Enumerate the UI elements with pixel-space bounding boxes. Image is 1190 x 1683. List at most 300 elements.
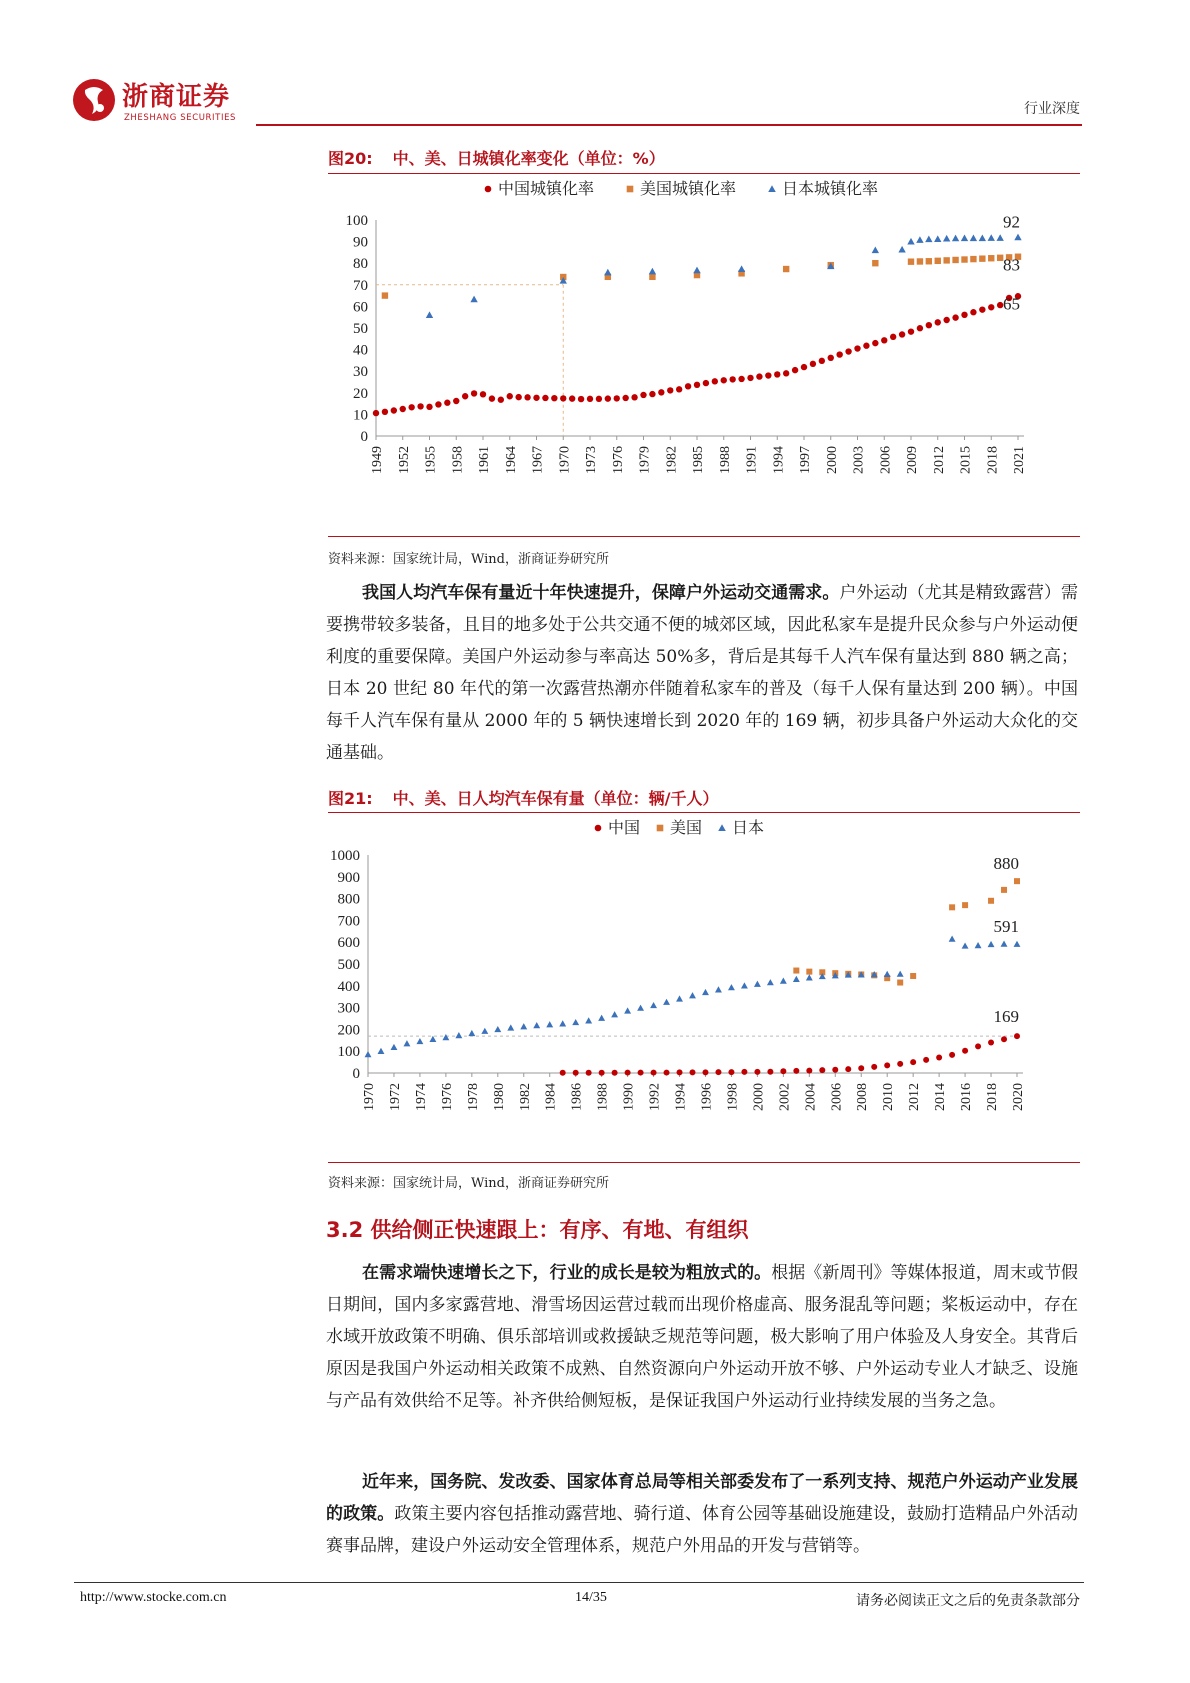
data-point-series-2 (926, 258, 932, 264)
data-point-series-3 (1014, 234, 1021, 241)
data-point-series-1 (391, 407, 397, 413)
data-point-series-3 (391, 1044, 398, 1050)
x-tick-label: 2012 (907, 1083, 923, 1111)
data-point-series-3 (416, 1038, 423, 1044)
data-point-series-1 (651, 1070, 657, 1076)
data-point-series-3 (611, 1011, 618, 1017)
data-point-series-1 (649, 391, 655, 397)
data-point-series-3 (916, 236, 923, 243)
data-point-series-1 (810, 361, 816, 367)
data-label: 880 (993, 854, 1019, 874)
data-point-series-1 (631, 394, 637, 400)
legend-marker-1 (485, 186, 492, 193)
x-tick-label: 1978 (465, 1083, 481, 1111)
x-tick-label: 1988 (595, 1083, 611, 1111)
data-point-series-3 (754, 981, 761, 987)
data-point-series-3 (793, 976, 800, 982)
paragraph-car-ownership-lead: 我国人均汽车保有量近十年快速提升，保障户外运动交通需求。 (362, 583, 840, 603)
data-point-series-2 (872, 260, 878, 266)
figure20-source: 资料来源：国家统计局，Wind，浙商证券研究所 (328, 552, 609, 567)
data-point-series-1 (872, 340, 878, 346)
x-tick-label: 2020 (1011, 1083, 1026, 1111)
data-point-series-3 (715, 986, 722, 992)
data-point-series-3 (952, 235, 959, 242)
data-point-series-1 (845, 1066, 851, 1072)
y-tick-label: 100 (337, 1044, 360, 1061)
x-tick-label: 2000 (824, 446, 840, 474)
data-point-series-2 (806, 969, 812, 975)
x-tick-label: 1970 (557, 446, 573, 474)
x-tick-label: 1972 (387, 1083, 403, 1111)
data-point-series-1 (910, 1059, 916, 1065)
data-point-series-1 (949, 1052, 955, 1058)
x-tick-label: 1973 (584, 446, 599, 474)
data-label: 83 (1003, 255, 1020, 275)
data-point-series-1 (715, 1069, 721, 1075)
data-point-series-3 (702, 989, 709, 995)
data-point-series-3 (962, 942, 969, 948)
figure21-bottom-rule (328, 1162, 1080, 1163)
data-point-series-1 (858, 1065, 864, 1071)
data-point-series-3 (429, 1036, 436, 1042)
data-point-series-1 (586, 1070, 592, 1076)
brand-name: 浙商证券 (122, 82, 231, 112)
data-point-series-3 (572, 1019, 579, 1025)
data-point-series-3 (468, 1030, 475, 1036)
data-point-series-2 (1001, 887, 1007, 893)
figure21-title-text: 中、美、日人均汽车保有量（单位：辆/千人） (392, 789, 719, 808)
data-point-series-1 (908, 328, 914, 334)
document-type-label: 行业深度 (1024, 101, 1080, 117)
x-tick-label: 2021 (1012, 446, 1027, 474)
data-point-series-1 (453, 398, 459, 404)
data-point-series-1 (1001, 1036, 1007, 1042)
data-point-series-3 (975, 942, 982, 948)
paragraph-supply-side (326, 1257, 1078, 1417)
data-point-series-1 (767, 1069, 773, 1075)
data-point-series-1 (640, 392, 646, 398)
figure20-title-text: 中、美、日城镇化率变化（单位：%） (392, 149, 665, 168)
data-point-series-1 (515, 394, 521, 400)
data-point-series-1 (783, 370, 789, 376)
data-point-series-1 (596, 396, 602, 402)
data-point-series-1 (664, 1070, 670, 1076)
x-tick-label: 2015 (958, 446, 974, 474)
data-point-series-1 (935, 319, 941, 325)
data-point-series-1 (754, 1069, 760, 1075)
x-tick-label: 1985 (691, 446, 706, 474)
x-tick-label: 1976 (439, 1083, 455, 1111)
urbanization-chart (328, 180, 1080, 530)
data-point-series-3 (780, 978, 787, 984)
data-point-series-1 (625, 1070, 631, 1076)
data-point-series-3 (442, 1034, 449, 1040)
data-point-series-1 (936, 1055, 942, 1061)
x-tick-label: 1992 (647, 1083, 663, 1111)
data-point-series-1 (542, 395, 548, 401)
y-tick-label: 40 (353, 342, 368, 359)
data-point-series-1 (884, 1062, 890, 1068)
data-point-series-1 (560, 1070, 566, 1076)
data-point-series-2 (917, 258, 923, 264)
figure21-top-rule (328, 812, 1080, 813)
data-point-series-1 (780, 1068, 786, 1074)
data-point-series-1 (444, 400, 450, 406)
x-tick-label: 2006 (878, 446, 894, 474)
x-tick-label: 1967 (530, 446, 546, 474)
x-tick-label: 1997 (798, 446, 813, 474)
x-tick-label: 2010 (881, 1083, 897, 1111)
data-point-series-1 (988, 1039, 994, 1045)
data-point-series-1 (747, 375, 753, 381)
data-point-series-3 (494, 1026, 501, 1032)
y-tick-label: 400 (337, 978, 360, 995)
data-point-series-2 (970, 256, 976, 262)
x-tick-label: 1980 (491, 1083, 507, 1111)
data-label: 591 (993, 917, 1019, 937)
y-tick-label: 0 (360, 429, 368, 445)
data-point-series-1 (899, 331, 905, 337)
data-point-series-1 (871, 1064, 877, 1070)
figure20-top-rule (328, 173, 1080, 174)
x-tick-label: 1979 (637, 446, 653, 474)
figure21-title (328, 786, 1080, 809)
x-tick-label: 1991 (744, 446, 760, 474)
y-tick-label: 80 (353, 256, 368, 273)
legend-marker-2 (657, 825, 664, 832)
data-point-series-3 (585, 1017, 592, 1023)
legend-label-3: 日本 (732, 820, 765, 837)
data-point-series-3 (693, 267, 700, 274)
data-point-series-3 (663, 999, 670, 1005)
data-point-series-1 (819, 1067, 825, 1073)
data-point-series-3 (624, 1007, 631, 1013)
data-point-series-1 (382, 409, 388, 415)
data-point-series-1 (975, 1043, 981, 1049)
x-tick-label: 1998 (725, 1083, 741, 1111)
data-point-series-1 (806, 1068, 812, 1074)
footer-divider (74, 1582, 1084, 1583)
data-point-series-3 (988, 234, 995, 241)
data-point-series-2 (962, 902, 968, 908)
data-point-series-2 (952, 257, 958, 263)
paragraph-policy-lead: 近年来，国务院、发改委、国家体育总局等相关部委发布了一系列支持、规范户外运动产业发展的政策。 (326, 1472, 1078, 1524)
data-point-series-3 (996, 234, 1003, 241)
data-point-series-1 (605, 395, 611, 401)
legend-label-1: 中国 (608, 820, 641, 837)
data-point-series-2 (897, 980, 903, 986)
x-tick-label: 2012 (931, 446, 947, 474)
x-tick-label: 1955 (423, 446, 439, 474)
data-point-series-3 (970, 234, 977, 241)
data-point-series-3 (988, 941, 995, 947)
y-tick-label: 0 (352, 1066, 360, 1082)
data-point-series-1 (573, 1070, 579, 1076)
y-tick-label: 100 (345, 213, 368, 229)
data-point-series-2 (908, 258, 914, 264)
x-tick-label: 1964 (503, 446, 519, 474)
y-tick-label: 30 (353, 364, 368, 381)
legend-label-2: 美国 (670, 820, 703, 837)
data-point-series-1 (728, 1069, 734, 1075)
data-point-series-1 (426, 404, 432, 410)
data-point-series-3 (979, 234, 986, 241)
data-point-series-3 (676, 995, 683, 1001)
data-point-series-1 (435, 401, 441, 407)
data-point-series-1 (560, 395, 566, 401)
x-tick-label: 1961 (477, 446, 492, 474)
data-point-series-3 (533, 1022, 540, 1028)
data-point-series-2 (988, 255, 994, 261)
figure20-title (328, 146, 1080, 169)
brand-name-en: ZHESHANG SECURITIES (124, 113, 237, 123)
data-point-series-3 (649, 268, 656, 275)
data-point-series-2 (793, 968, 799, 974)
data-point-series-3 (481, 1028, 488, 1034)
data-point-series-3 (604, 269, 611, 276)
data-point-series-3 (1014, 941, 1021, 947)
data-point-series-1 (551, 395, 557, 401)
data-point-series-3 (455, 1032, 462, 1038)
figure21-number: 图21: (328, 789, 373, 808)
data-point-series-1 (801, 364, 807, 370)
data-point-series-1 (614, 395, 620, 401)
legend-marker-1 (595, 825, 602, 832)
paragraph-supply-side-lead: 在需求端快速增长之下，行业的成长是较为粗放式的。 (362, 1263, 772, 1283)
data-point-series-1 (792, 367, 798, 373)
data-point-series-1 (962, 1048, 968, 1054)
x-tick-label: 2000 (751, 1083, 767, 1111)
data-point-series-1 (738, 376, 744, 382)
data-point-series-3 (378, 1048, 385, 1054)
data-point-series-3 (898, 246, 905, 253)
x-tick-label: 1986 (569, 1083, 585, 1111)
data-point-series-1 (729, 376, 735, 382)
y-tick-label: 50 (353, 321, 368, 337)
legend-marker-2 (627, 186, 634, 193)
data-point-series-3 (738, 265, 745, 272)
x-tick-label: 2002 (777, 1083, 793, 1111)
data-point-series-2 (783, 266, 789, 272)
data-point-series-1 (926, 322, 932, 328)
data-point-series-1 (774, 371, 780, 377)
x-tick-label: 1990 (621, 1083, 637, 1111)
paragraph-policy (326, 1466, 1078, 1562)
data-point-series-2 (961, 256, 967, 262)
data-label: 92 (1003, 212, 1020, 232)
data-point-series-1 (793, 1068, 799, 1074)
data-point-series-1 (462, 393, 468, 399)
data-point-series-1 (489, 395, 495, 401)
x-tick-label: 1996 (699, 1083, 715, 1111)
data-point-series-2 (649, 274, 655, 280)
y-tick-label: 300 (337, 1000, 360, 1017)
y-tick-label: 1000 (330, 848, 360, 864)
y-tick-label: 900 (337, 869, 360, 886)
x-tick-label: 1970 (362, 1083, 377, 1111)
data-point-series-1 (702, 1069, 708, 1075)
data-point-series-2 (382, 292, 388, 298)
data-point-series-1 (819, 358, 825, 364)
data-point-series-3 (598, 1015, 605, 1021)
data-point-series-3 (934, 235, 941, 242)
legend-label-3: 日本城镇化率 (782, 181, 879, 198)
data-point-series-2 (910, 973, 916, 979)
paragraph-policy-body: 政策主要内容包括推动露营地、骑行道、体育公园等基础设施建设，鼓励打造精品户外活动赛事品牌，建设户外运动安全管理体系，规范户外用品的开发与营销等。 (326, 1504, 1079, 1556)
data-point-series-2 (988, 898, 994, 904)
x-tick-label: 2014 (933, 1083, 949, 1111)
data-point-series-1 (832, 1067, 838, 1073)
data-point-series-1 (471, 390, 477, 396)
y-tick-label: 800 (337, 891, 360, 908)
data-point-series-1 (690, 1069, 696, 1075)
data-point-series-1 (979, 306, 985, 312)
x-tick-label: 1994 (771, 446, 787, 474)
x-tick-label: 1994 (673, 1083, 689, 1111)
legend-label-2: 美国城镇化率 (640, 181, 737, 198)
data-point-series-1 (417, 403, 423, 409)
y-tick-label: 700 (337, 913, 360, 930)
x-tick-label: 2004 (803, 1083, 819, 1111)
data-point-series-3 (546, 1021, 553, 1027)
data-point-series-3 (650, 1002, 657, 1008)
data-point-series-3 (728, 984, 735, 990)
data-point-series-1 (676, 386, 682, 392)
data-point-series-1 (578, 396, 584, 402)
data-point-series-1 (845, 348, 851, 354)
header-divider (256, 124, 1082, 126)
x-tick-label: 1974 (413, 1083, 429, 1111)
data-point-series-3 (365, 1051, 372, 1057)
x-tick-label: 2006 (829, 1083, 845, 1111)
data-point-series-3 (949, 935, 956, 941)
data-point-series-1 (685, 383, 691, 389)
footer-website-link[interactable]: http://www.stocke.com.cn (80, 1590, 227, 1605)
data-point-series-1 (988, 304, 994, 310)
data-point-series-3 (961, 234, 968, 241)
x-tick-label: 1982 (664, 446, 680, 474)
data-label: 65 (1003, 294, 1020, 314)
data-point-series-1 (943, 317, 949, 323)
data-point-series-1 (712, 378, 718, 384)
data-point-series-1 (970, 309, 976, 315)
data-point-series-1 (721, 377, 727, 383)
data-point-series-3 (559, 1020, 566, 1026)
data-point-series-1 (677, 1069, 683, 1075)
footer-disclaimer: 请务必阅读正文之后的免责条款部分 (856, 1593, 1080, 1609)
data-point-series-1 (622, 395, 628, 401)
data-point-series-1 (587, 396, 593, 402)
x-tick-label: 2018 (985, 1083, 1001, 1111)
company-logo-icon (72, 78, 116, 122)
data-point-series-1 (408, 404, 414, 410)
car-ownership-chart (328, 815, 1080, 1155)
data-point-series-1 (890, 334, 896, 340)
data-point-series-1 (897, 1061, 903, 1067)
x-tick-label: 1976 (610, 446, 626, 474)
data-point-series-2 (935, 258, 941, 264)
data-point-series-1 (917, 325, 923, 331)
data-point-series-3 (872, 247, 879, 254)
data-point-series-3 (884, 971, 891, 977)
x-tick-label: 2018 (985, 446, 1001, 474)
y-tick-label: 20 (353, 385, 368, 402)
data-point-series-2 (1014, 878, 1020, 884)
y-tick-label: 600 (337, 935, 360, 952)
x-tick-label: 2016 (959, 1083, 975, 1111)
data-point-series-1 (400, 406, 406, 412)
y-tick-label: 200 (337, 1022, 360, 1039)
data-point-series-3 (426, 311, 433, 318)
data-point-series-1 (599, 1070, 605, 1076)
data-point-series-1 (923, 1057, 929, 1063)
data-point-series-3 (689, 992, 696, 998)
data-point-series-1 (658, 389, 664, 395)
data-point-series-1 (694, 382, 700, 388)
x-tick-label: 1949 (370, 446, 385, 474)
x-tick-label: 2009 (905, 446, 920, 474)
data-point-series-1 (638, 1070, 644, 1076)
paragraph-car-ownership-body: 户外运动（尤其是精致露营）需要携带较多装备，且目的地多处于公共交通不便的城郊区域，因此私家车是提升民众参与户外运动便利度的重要保障。美国户外运动参与率高达 50%多，背后是其每千人汽车保有量达到 880 辆之高；日本 20 世纪 80 年代的第一次露营热潮亦伴随着私家车的普及（每千人保有量达到 200 辆）。中国每千人汽车保有量从 2000 年的 5 辆快速增长到 2020 年的 169 辆，初步具备户外运动大众化的交通基础。 (326, 583, 1079, 763)
data-point-series-3 (907, 238, 914, 245)
data-point-series-3 (637, 1005, 644, 1011)
data-point-series-3 (806, 974, 813, 980)
data-point-series-1 (569, 395, 575, 401)
data-point-series-1 (756, 373, 762, 379)
section-title: 3.2 供给侧正快速跟上：有序、有地、有组织 (326, 1218, 749, 1242)
data-point-series-1 (961, 312, 967, 318)
data-point-series-1 (765, 372, 771, 378)
data-point-series-1 (373, 410, 379, 416)
data-point-series-3 (1001, 940, 1008, 946)
data-point-series-2 (943, 257, 949, 263)
x-tick-label: 2008 (855, 1083, 871, 1111)
legend-label-1: 中国城镇化率 (498, 181, 595, 198)
paragraph-car-ownership (326, 577, 1078, 769)
legend-marker-3 (768, 185, 776, 192)
data-point-series-1 (854, 345, 860, 351)
x-tick-label: 2003 (851, 446, 867, 474)
figure20-number: 图20: (328, 149, 373, 168)
y-tick-label: 90 (353, 234, 368, 251)
data-point-series-2 (949, 904, 955, 910)
data-point-series-1 (507, 393, 513, 399)
x-tick-label: 1952 (396, 446, 412, 474)
y-tick-label: 500 (337, 957, 360, 973)
figure21-source: 资料来源：国家统计局，Wind，浙商证券研究所 (328, 1176, 609, 1191)
x-tick-label: 1958 (450, 446, 466, 474)
data-point-series-1 (703, 380, 709, 386)
data-point-series-1 (533, 395, 539, 401)
legend-marker-3 (718, 824, 726, 831)
figure20-bottom-rule (328, 536, 1080, 537)
page-number: 14/35 (575, 1590, 607, 1605)
y-tick-label: 60 (353, 299, 368, 316)
data-point-series-1 (612, 1070, 618, 1076)
data-point-series-1 (667, 387, 673, 393)
data-point-series-1 (1014, 1033, 1020, 1039)
data-point-series-1 (881, 337, 887, 343)
data-point-series-1 (480, 391, 486, 397)
data-point-series-3 (520, 1023, 527, 1029)
data-label: 169 (993, 1007, 1019, 1027)
data-point-series-3 (925, 236, 932, 243)
data-point-series-3 (507, 1024, 514, 1030)
data-point-series-3 (741, 982, 748, 988)
y-tick-label: 10 (353, 407, 368, 424)
x-tick-label: 1988 (717, 446, 733, 474)
data-point-series-1 (863, 343, 869, 349)
